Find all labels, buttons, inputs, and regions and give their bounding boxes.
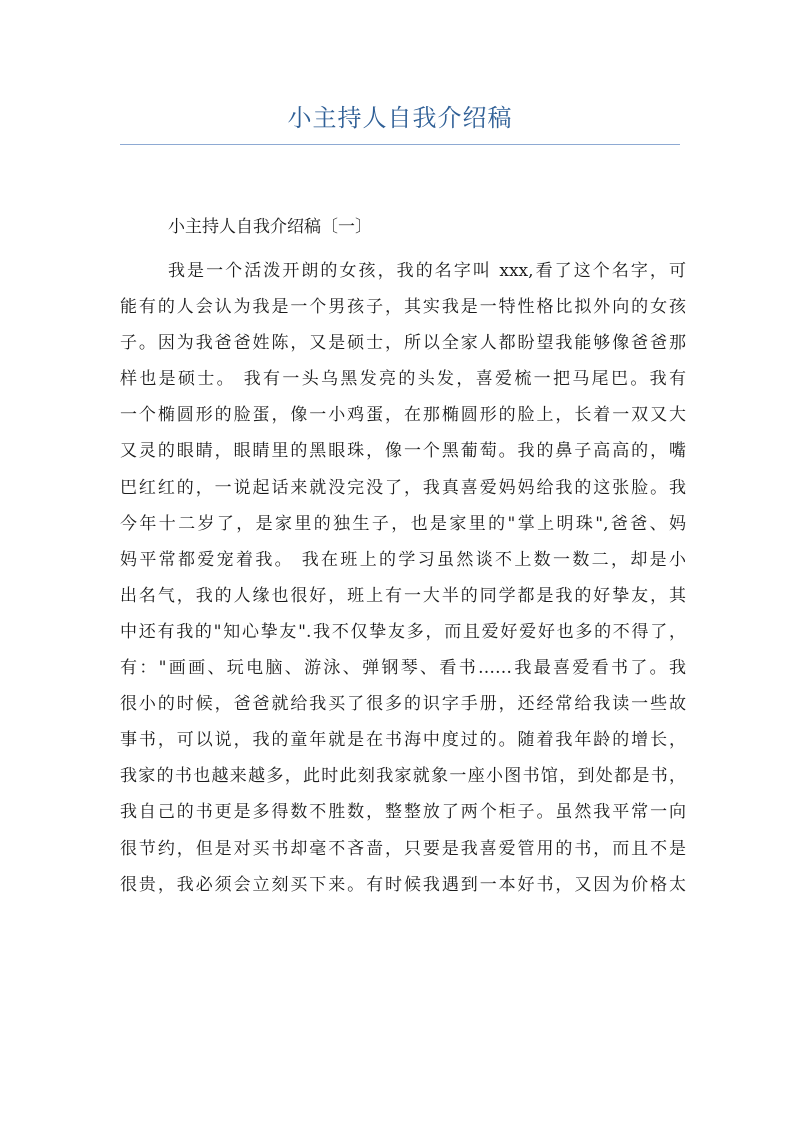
body-line: 又灵的眼睛，眼睛里的黑眼珠，像一个黑葡萄。我的鼻子高高的，嘴 — [120, 441, 686, 462]
title-underline — [120, 144, 680, 145]
body-line: 很小的时候，爸爸就给我买了很多的识字手册，还经常给我读一些故 — [120, 694, 686, 715]
body-line: 一个椭圆形的脸蛋，像一小鸡蛋，在那椭圆形的脸上，长着一双又大 — [120, 405, 686, 426]
body-line: 子。因为我爸爸姓陈，又是硕士，所以全家人都盼望我能够像爸爸那 — [120, 333, 686, 354]
document-title: 小主持人自我介绍稿 — [287, 104, 513, 132]
body-line: 我是一个活泼开朗的女孩，我的名字叫 xxx,看了这个名字，可 — [168, 261, 686, 281]
body-line: 事书，可以说，我的童年就是在书海中度过的。随着我年龄的增长， — [120, 730, 686, 751]
body-line: 能有的人会认为我是一个男孩子，其实我是一特性格比拟外向的女孩 — [120, 297, 686, 318]
body-line: 很贵，我必须会立刻买下来。有时候我遇到一本好书，又因为价格太 — [120, 874, 686, 895]
body-line: 中还有我的"知心挚友".我不仅挚友多，而且爱好爱好也多的不得了， — [120, 621, 686, 642]
body-line: 有："画画、玩电脑、游泳、弹钢琴、看书……我最喜爱看书了。我 — [120, 658, 686, 679]
body-line: 今年十二岁了，是家里的独生子，也是家里的"掌上明珠",爸爸、妈 — [120, 513, 686, 534]
body-line: 我家的书也越来越多，此时此刻我家就象一座小图书馆，到处都是书， — [120, 766, 686, 787]
body-line: 巴红红的，一说起话来就没完没了，我真喜爱妈妈给我的这张脸。我 — [120, 477, 686, 498]
body-line: 出名气，我的人缘也很好，班上有一大半的同学都是我的好挚友，其 — [120, 585, 686, 606]
body-line: 很节约，但是对买书却毫不吝啬，只要是我喜爱管用的书，而且不是 — [120, 838, 686, 859]
section-heading: 小主持人自我介绍稿〔一〕 — [168, 217, 372, 237]
body-line: 样也是硕士。 我有一头乌黑发亮的头发，喜爱梳一把马尾巴。我有 — [120, 369, 686, 390]
body-line: 我自己的书更是多得数不胜数，整整放了两个柜子。虽然我平常一向 — [120, 802, 686, 823]
body-paragraph — [120, 253, 686, 903]
body-line: 妈平常都爱宠着我。 我在班上的学习虽然谈不上数一数二，却是小 — [120, 549, 686, 570]
